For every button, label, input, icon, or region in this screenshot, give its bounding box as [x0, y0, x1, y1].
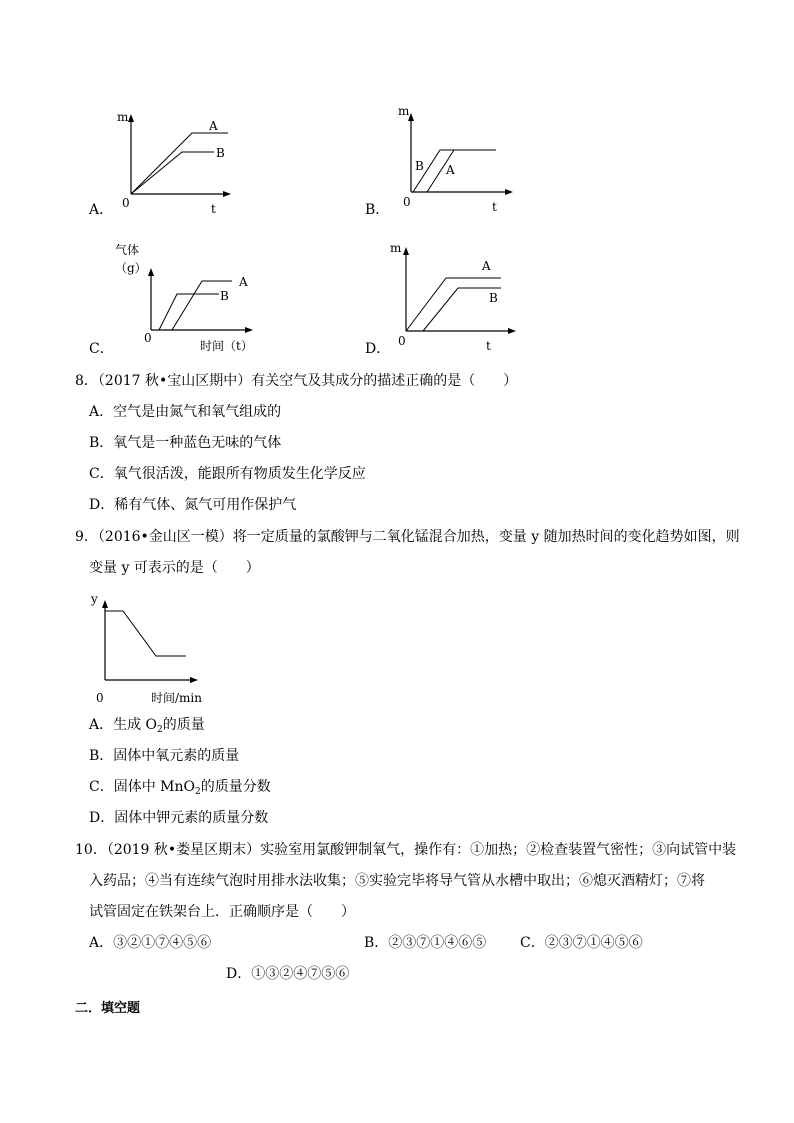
graph-d-x-label: t: [486, 339, 491, 353]
q7-option-c: C．: [89, 341, 114, 357]
graph-a-line-b-label: B: [216, 146, 225, 160]
q8-option-d: D．稀有气体、氮气可用作保护气: [89, 497, 297, 513]
graph-c-x-label: 时间（t）: [200, 339, 253, 353]
q9-graph-x-label: 时间/min: [151, 691, 202, 705]
q10-option-d: D．①③②④⑦⑤⑥: [226, 966, 350, 982]
q9-option-a: A．生成 $O_2$的质量: [89, 717, 205, 735]
q7-option-d: D．: [365, 341, 391, 357]
section-heading: 二．填空题: [75, 1001, 141, 1016]
graph-b-origin: 0: [403, 195, 411, 209]
q9-stem-line2: 变量 y 可表示的是（ ）: [89, 560, 260, 576]
q8-option-a: A．空气是由氮气和氧气组成的: [89, 404, 282, 420]
q9-option-b: B．固体中氧元素的质量: [89, 748, 240, 764]
graph-b-y-label: m: [398, 104, 410, 118]
q9-graph-y-label: y: [91, 592, 98, 606]
q9-stem-line1: 9．（2016•金山区一模）将一定质量的氯酸钾与二氧化锰混合加热，变量 y 随加热时间的变化趋势如图，则: [75, 529, 740, 545]
q8-option-b: B．氧气是一种蓝色无味的气体: [89, 435, 282, 451]
graph-d-axes: [385, 235, 525, 345]
q7-option-a: A．: [89, 202, 114, 218]
q10-option-a: A．③②①⑦④⑤⑥: [89, 935, 212, 951]
graph-c-line-a-label: A: [239, 275, 248, 289]
graph-b-axes: [390, 105, 530, 215]
graph-a-origin: 0: [122, 196, 130, 210]
graph-d-line-b-label: B: [489, 291, 498, 305]
q9-graph-origin: 0: [96, 691, 104, 705]
q8-option-c: C．氧气很活泼，能跟所有物质发生化学反应: [89, 466, 366, 482]
graph-b-x-label: t: [492, 200, 497, 214]
graph-b-line-a-label: A: [446, 163, 455, 177]
graph-d-line-a-label: A: [482, 259, 491, 273]
q10-option-b: B．②③⑦①④⑥⑤: [364, 935, 487, 951]
q10-stem-line3: 试管固定在铁架台上．正确顺序是（ ）: [89, 904, 355, 920]
graph-a-line-a-label: A: [209, 119, 218, 133]
q10-stem-line1: 10．（2019 秋•娄星区期末）实验室用氯酸钾制氧气，操作有：①加热；②检查装置气密性；③向试管中装: [75, 842, 737, 858]
q9-option-d: D．固体中钾元素的质量分数: [89, 810, 269, 826]
q9-option-c: C．固体中 MnO$_2$的质量分数: [89, 779, 271, 797]
q10-stem-line2: 入药品；④当有连续气泡时用排水法收集；⑤实验完毕将导气管从水槽中取出；⑥熄灭酒精灯；⑦将: [89, 873, 705, 889]
graph-c-y-label-1: 气体: [115, 243, 140, 257]
graph-c-origin: 0: [144, 331, 152, 345]
graph-d-y-label: m: [390, 241, 402, 255]
graph-c-y-label-2: （g）: [115, 261, 147, 275]
graph-c-line-b-label: B: [220, 289, 229, 303]
q9-graph-axes: [95, 595, 205, 690]
q8-stem: 8．（2017 秋•宝山区期中）有关空气及其成分的描述正确的是（ ）: [75, 373, 518, 389]
graph-d-origin: 0: [398, 334, 406, 348]
graph-a-axes: [110, 110, 250, 220]
graph-b-line-b-label: B: [415, 159, 424, 173]
graph-a-y-label: m: [117, 110, 129, 124]
q10-option-c: C．②③⑦①④⑤⑥: [520, 935, 643, 951]
graph-a-x-label: t: [211, 202, 216, 216]
q7-option-b: B．: [365, 202, 390, 218]
